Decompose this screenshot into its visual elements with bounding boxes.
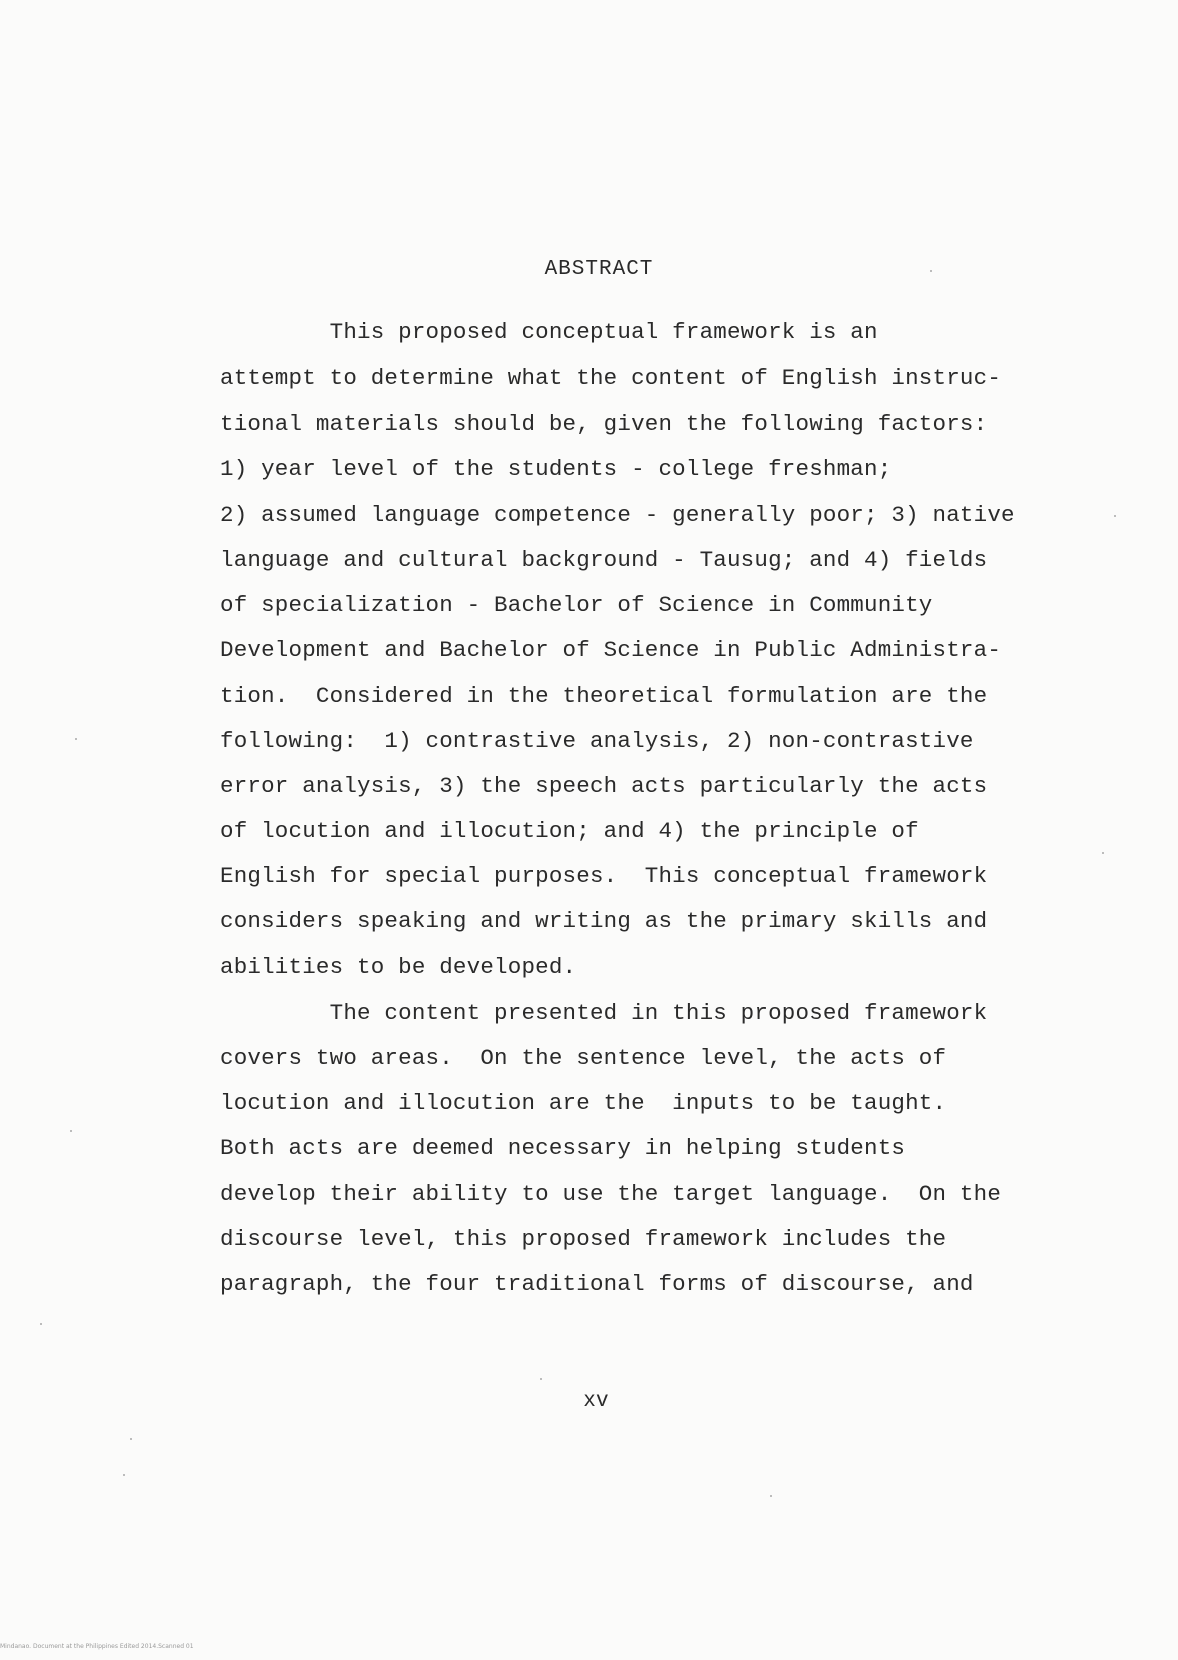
text-line: The content presented in this proposed framework [220, 1000, 988, 1026]
text-line: language and cultural background - Tausug; and 4) fields [220, 547, 988, 573]
scan-speck [40, 1323, 42, 1325]
text-line: paragraph, the four traditional forms of discourse, and [220, 1271, 974, 1297]
text-line: error analysis, 3) the speech acts particularly the acts [220, 773, 988, 799]
text-line: 2) assumed language competence - generally poor; 3) native [220, 502, 1015, 528]
text-line: locution and illocution are the inputs to be taught. [220, 1090, 947, 1116]
text-line: Both acts are deemed necessary in helping students [220, 1135, 906, 1161]
text-line: tional materials should be, given the following factors: [220, 411, 988, 437]
text-line: considers speaking and writing as the primary skills and [220, 908, 988, 934]
text-line: tion. Considered in the theoretical formulation are the [220, 683, 988, 709]
text-line: covers two areas. On the sentence level, the acts of [220, 1045, 947, 1071]
scan-footer-note: Mindanao. Document at the Philippines Edited 2014.Scanned 01 [0, 1643, 194, 1650]
page-number: xv [583, 1390, 609, 1413]
text-line: 1) year level of the students - college freshman; [220, 456, 892, 482]
text-line: Development and Bachelor of Science in Public Administra- [220, 637, 1002, 663]
text-line: abilities to be developed. [220, 954, 577, 980]
scan-speck [1102, 852, 1104, 854]
scan-speck [540, 1378, 542, 1380]
text-line: following: 1) contrastive analysis, 2) non-contrastive [220, 728, 974, 754]
text-line: of locution and illocution; and 4) the principle of [220, 818, 919, 844]
scan-speck [75, 738, 77, 740]
text-line: of specialization - Bachelor of Science in Community [220, 592, 933, 618]
text-line: English for special purposes. This conceptual framework [220, 863, 988, 889]
text-line: discourse level, this proposed framework includes the [220, 1226, 947, 1252]
scan-speck [130, 1438, 132, 1440]
scan-speck [930, 270, 932, 272]
abstract-heading: ABSTRACT [544, 258, 654, 281]
text-line: This proposed conceptual framework is an [220, 319, 878, 345]
scan-speck [123, 1474, 125, 1476]
scan-speck [70, 1130, 72, 1132]
text-line: attempt to determine what the content of English instruc- [220, 365, 1002, 391]
scan-speck [770, 1495, 772, 1497]
text-line: develop their ability to use the target language. On the [220, 1181, 1002, 1207]
scan-speck [1114, 515, 1116, 517]
